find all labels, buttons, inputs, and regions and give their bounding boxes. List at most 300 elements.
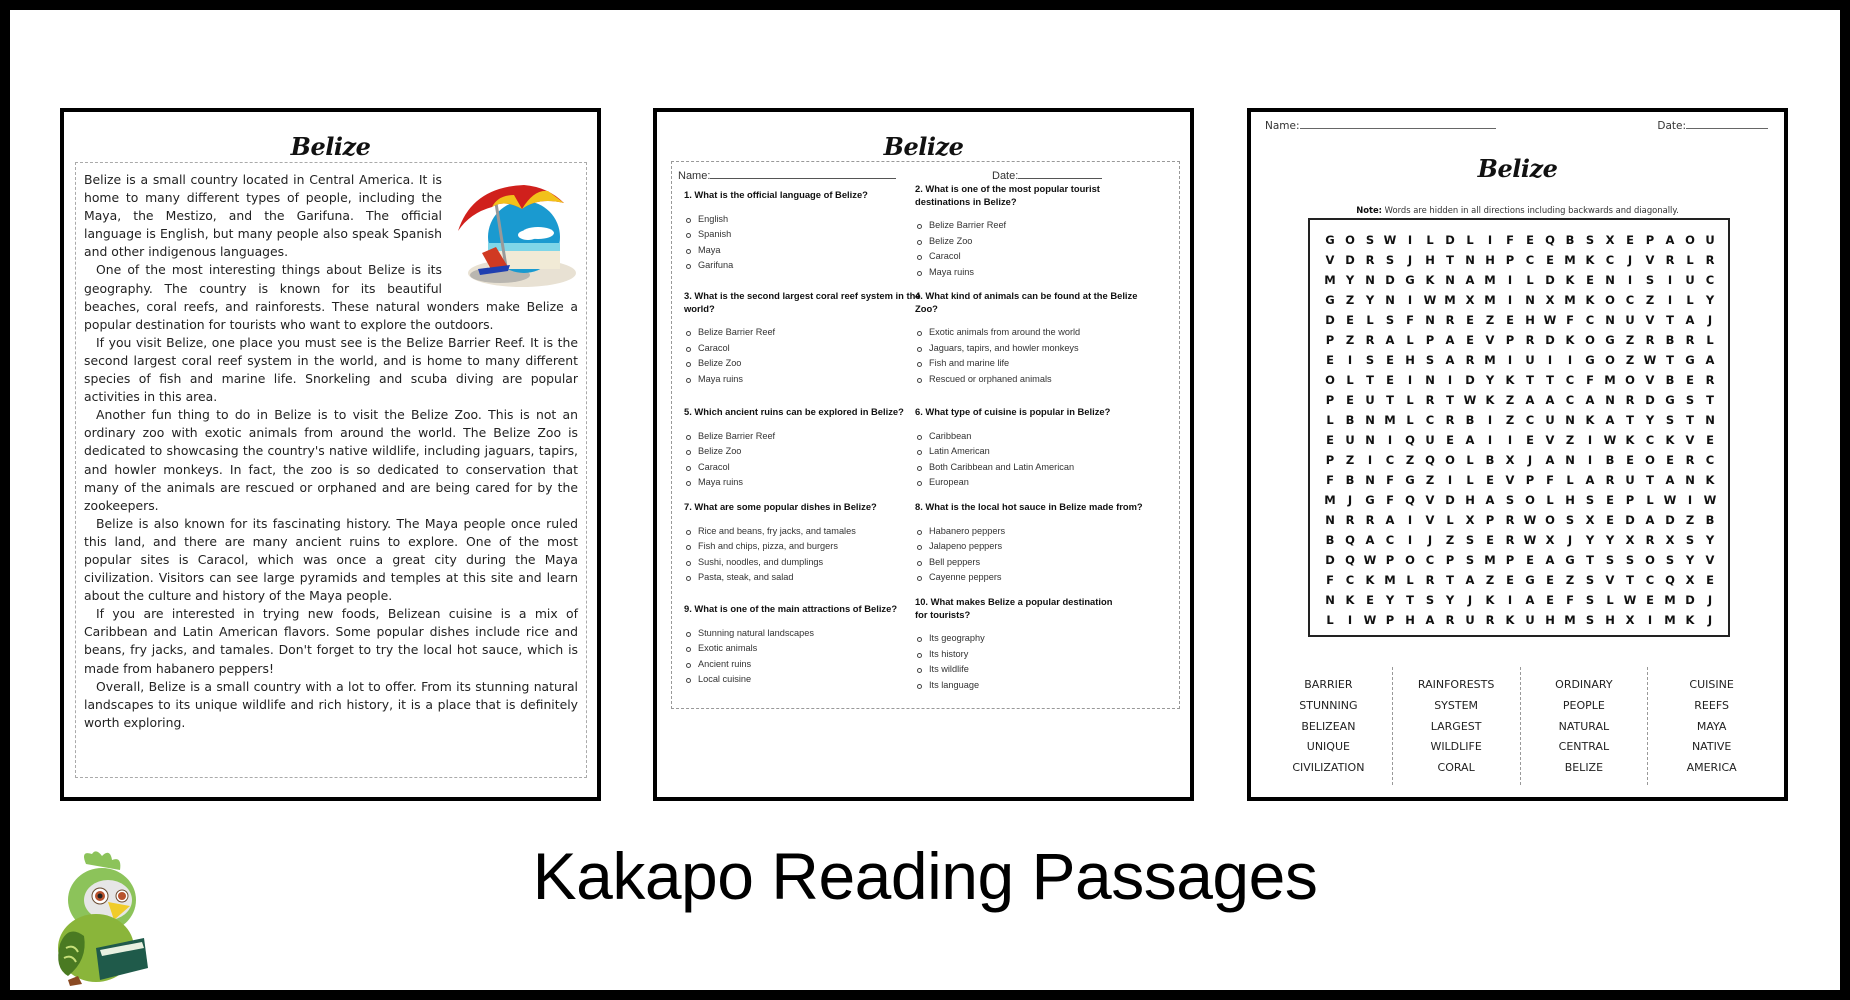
grid-letter[interactable]: V xyxy=(1645,373,1655,387)
grid-letter[interactable]: T xyxy=(1686,413,1694,427)
grid-letter[interactable]: B xyxy=(1605,453,1615,467)
grid-letter[interactable]: U xyxy=(1625,313,1635,327)
answer-option[interactable]: Belize Zoo xyxy=(915,234,1145,250)
grid-letter[interactable]: E xyxy=(1326,353,1334,367)
answer-option[interactable]: Spanish xyxy=(684,227,924,243)
grid-letter[interactable]: M xyxy=(1604,373,1616,387)
grid-letter[interactable]: E xyxy=(1666,453,1674,467)
grid-letter[interactable]: E xyxy=(1546,253,1554,267)
grid-letter[interactable]: K xyxy=(1625,433,1635,447)
grid-letter[interactable]: E xyxy=(1706,573,1714,587)
answer-option[interactable]: Fish and marine life xyxy=(915,356,1145,372)
grid-letter[interactable]: L xyxy=(1526,273,1534,287)
grid-letter[interactable]: X xyxy=(1605,233,1615,247)
grid-letter[interactable]: F xyxy=(1566,313,1574,327)
grid-letter[interactable]: V xyxy=(1425,493,1435,507)
grid-letter[interactable]: U xyxy=(1685,273,1695,287)
answer-option[interactable]: Jaguars, tapirs, and howler monkeys xyxy=(915,341,1145,357)
answer-option[interactable]: Belize Barrier Reef xyxy=(684,325,924,341)
grid-letter[interactable]: A xyxy=(1545,393,1555,407)
grid-letter[interactable]: M xyxy=(1664,613,1676,627)
grid-letter[interactable]: Y xyxy=(1585,533,1595,547)
grid-letter[interactable]: P xyxy=(1485,513,1495,527)
grid-letter[interactable]: A xyxy=(1665,233,1675,247)
grid-letter[interactable]: K xyxy=(1485,393,1495,407)
grid-letter[interactable]: B xyxy=(1485,453,1495,467)
grid-letter[interactable]: K xyxy=(1565,273,1575,287)
grid-letter[interactable]: G xyxy=(1405,273,1415,287)
grid-letter[interactable]: I xyxy=(1647,613,1653,627)
grid-letter[interactable]: R xyxy=(1445,613,1455,627)
grid-letter[interactable]: P xyxy=(1505,333,1515,347)
grid-letter[interactable]: N xyxy=(1425,313,1435,327)
grid-letter[interactable]: L xyxy=(1326,613,1334,627)
grid-letter[interactable]: V xyxy=(1425,513,1435,527)
answer-option[interactable]: Maya xyxy=(684,243,924,259)
answer-option[interactable]: Exotic animals from around the world xyxy=(915,325,1145,341)
answer-option[interactable]: English xyxy=(684,212,924,228)
grid-letter[interactable]: A xyxy=(1485,493,1495,507)
grid-letter[interactable]: E xyxy=(1646,593,1654,607)
grid-letter[interactable]: E xyxy=(1366,593,1374,607)
grid-letter[interactable]: A xyxy=(1525,593,1535,607)
grid-letter[interactable]: T xyxy=(1526,373,1534,387)
grid-letter[interactable]: G xyxy=(1585,353,1595,367)
grid-letter[interactable]: J xyxy=(1427,533,1433,547)
grid-letter[interactable]: H xyxy=(1425,253,1435,267)
grid-letter[interactable]: Z xyxy=(1685,513,1695,527)
grid-letter[interactable]: Y xyxy=(1345,273,1355,287)
grid-letter[interactable]: I xyxy=(1407,233,1413,247)
grid-letter[interactable]: R xyxy=(1705,253,1715,267)
grid-letter[interactable]: Y xyxy=(1645,413,1655,427)
grid-letter[interactable]: M xyxy=(1384,413,1396,427)
grid-letter[interactable]: C xyxy=(1605,253,1615,267)
grid-letter[interactable]: A xyxy=(1385,333,1395,347)
grid-letter[interactable]: R xyxy=(1425,573,1435,587)
grid-letter[interactable]: I xyxy=(1447,373,1453,387)
grid-letter[interactable]: U xyxy=(1525,613,1535,627)
grid-letter[interactable]: N xyxy=(1605,273,1615,287)
grid-letter[interactable]: L xyxy=(1606,593,1614,607)
grid-letter[interactable]: A xyxy=(1645,513,1655,527)
grid-letter[interactable]: A xyxy=(1365,533,1375,547)
grid-letter[interactable]: D xyxy=(1445,233,1455,247)
grid-letter[interactable]: A xyxy=(1445,333,1455,347)
answer-option[interactable]: Maya ruins xyxy=(684,475,924,491)
grid-letter[interactable]: H xyxy=(1545,613,1555,627)
grid-letter[interactable]: R xyxy=(1645,533,1655,547)
grid-letter[interactable]: I xyxy=(1587,453,1593,467)
grid-letter[interactable]: W xyxy=(1623,593,1637,607)
grid-letter[interactable]: X xyxy=(1545,293,1555,307)
grid-letter[interactable]: E xyxy=(1606,493,1614,507)
grid-letter[interactable]: R xyxy=(1365,253,1375,267)
grid-letter[interactable]: C xyxy=(1705,273,1715,287)
grid-letter[interactable]: G xyxy=(1665,393,1675,407)
grid-letter[interactable]: L xyxy=(1366,313,1374,327)
grid-letter[interactable]: X xyxy=(1465,293,1475,307)
grid-letter[interactable]: O xyxy=(1545,513,1555,527)
grid-letter[interactable]: T xyxy=(1646,473,1654,487)
grid-letter[interactable]: S xyxy=(1425,353,1435,367)
grid-letter[interactable]: I xyxy=(1407,373,1413,387)
grid-letter[interactable]: Y xyxy=(1705,293,1715,307)
grid-letter[interactable]: M xyxy=(1484,553,1496,567)
answer-option[interactable]: Sushi, noodles, and dumplings xyxy=(684,555,924,571)
grid-letter[interactable]: E xyxy=(1586,273,1594,287)
grid-letter[interactable]: K xyxy=(1705,473,1715,487)
grid-letter[interactable]: L xyxy=(1706,333,1714,347)
grid-letter[interactable]: R xyxy=(1425,393,1435,407)
grid-letter[interactable]: U xyxy=(1465,613,1475,627)
grid-letter[interactable]: Z xyxy=(1445,533,1455,547)
grid-letter[interactable]: N xyxy=(1365,273,1375,287)
answer-option[interactable]: Jalapeno peppers xyxy=(915,539,1155,555)
grid-letter[interactable]: Y xyxy=(1385,593,1395,607)
grid-letter[interactable]: W xyxy=(1523,533,1537,547)
grid-letter[interactable]: R xyxy=(1605,473,1615,487)
grid-letter[interactable]: I xyxy=(1507,293,1513,307)
grid-letter[interactable]: Z xyxy=(1625,353,1635,367)
grid-letter[interactable]: C xyxy=(1565,373,1575,387)
grid-letter[interactable]: N xyxy=(1565,413,1575,427)
grid-letter[interactable]: W xyxy=(1603,433,1617,447)
grid-letter[interactable]: P xyxy=(1325,393,1335,407)
grid-letter[interactable]: N xyxy=(1325,513,1335,527)
grid-letter[interactable]: V xyxy=(1325,253,1335,267)
grid-letter[interactable]: T xyxy=(1586,553,1594,567)
grid-letter[interactable]: N xyxy=(1325,593,1335,607)
grid-letter[interactable]: K xyxy=(1505,613,1515,627)
grid-letter[interactable]: Q xyxy=(1665,573,1675,587)
answer-option[interactable]: Stunning natural landscapes xyxy=(684,626,924,642)
grid-letter[interactable]: S xyxy=(1465,533,1475,547)
grid-letter[interactable]: N xyxy=(1445,273,1455,287)
grid-letter[interactable]: U xyxy=(1705,233,1715,247)
grid-letter[interactable]: U xyxy=(1365,393,1375,407)
grid-letter[interactable]: C xyxy=(1425,413,1435,427)
grid-letter[interactable]: I xyxy=(1507,593,1513,607)
answer-option[interactable]: Its history xyxy=(915,647,1125,663)
grid-letter[interactable]: K xyxy=(1585,293,1595,307)
grid-letter[interactable]: A xyxy=(1465,573,1475,587)
grid-letter[interactable]: D xyxy=(1645,393,1655,407)
grid-letter[interactable]: J xyxy=(1567,533,1573,547)
grid-letter[interactable]: E xyxy=(1446,433,1454,447)
grid-letter[interactable]: Y xyxy=(1705,533,1715,547)
grid-letter[interactable]: P xyxy=(1325,453,1335,467)
grid-letter[interactable]: B xyxy=(1665,373,1675,387)
grid-letter[interactable]: Z xyxy=(1505,413,1515,427)
grid-letter[interactable]: K xyxy=(1345,593,1355,607)
grid-letter[interactable]: I xyxy=(1447,473,1453,487)
answer-option[interactable]: Bell peppers xyxy=(915,555,1155,571)
grid-letter[interactable]: C xyxy=(1705,453,1715,467)
grid-letter[interactable]: E xyxy=(1626,233,1634,247)
grid-letter[interactable]: Z xyxy=(1565,573,1575,587)
grid-letter[interactable]: N xyxy=(1365,473,1375,487)
grid-letter[interactable]: N xyxy=(1365,433,1375,447)
answer-option[interactable]: Its wildlife xyxy=(915,662,1125,678)
grid-letter[interactable]: I xyxy=(1487,413,1493,427)
grid-letter[interactable]: D xyxy=(1345,253,1355,267)
grid-letter[interactable]: P xyxy=(1325,333,1335,347)
grid-letter[interactable]: S xyxy=(1365,353,1375,367)
grid-letter[interactable]: S xyxy=(1385,313,1395,327)
grid-letter[interactable]: W xyxy=(1363,613,1377,627)
grid-letter[interactable]: E xyxy=(1526,433,1534,447)
answer-option[interactable]: Rescued or orphaned animals xyxy=(915,372,1145,388)
grid-letter[interactable]: M xyxy=(1444,293,1456,307)
grid-letter[interactable]: O xyxy=(1605,293,1615,307)
grid-letter[interactable]: O xyxy=(1605,353,1615,367)
grid-letter[interactable]: A xyxy=(1545,453,1555,467)
grid-letter[interactable]: E xyxy=(1526,553,1534,567)
grid-letter[interactable]: I xyxy=(1487,433,1493,447)
grid-letter[interactable]: E xyxy=(1386,353,1394,367)
answer-option[interactable]: Caracol xyxy=(684,460,924,476)
grid-letter[interactable]: S xyxy=(1625,553,1635,567)
grid-letter[interactable]: T xyxy=(1666,353,1674,367)
grid-letter[interactable]: O xyxy=(1685,233,1695,247)
answer-option[interactable]: Both Caribbean and Latin American xyxy=(915,460,1145,476)
grid-letter[interactable]: I xyxy=(1507,273,1513,287)
grid-letter[interactable]: W xyxy=(1663,493,1677,507)
grid-letter[interactable]: E xyxy=(1506,313,1514,327)
grid-letter[interactable]: R xyxy=(1365,333,1375,347)
grid-letter[interactable]: A xyxy=(1465,433,1475,447)
grid-letter[interactable]: J xyxy=(1707,593,1713,607)
grid-letter[interactable]: A xyxy=(1385,513,1395,527)
answer-option[interactable]: Caribbean xyxy=(915,429,1145,445)
grid-letter[interactable]: I xyxy=(1347,613,1353,627)
grid-letter[interactable]: L xyxy=(1326,413,1334,427)
grid-letter[interactable]: I xyxy=(1567,353,1573,367)
grid-letter[interactable]: I xyxy=(1487,233,1493,247)
grid-letter[interactable]: K xyxy=(1505,373,1515,387)
grid-letter[interactable]: M xyxy=(1664,593,1676,607)
grid-letter[interactable]: H xyxy=(1605,613,1615,627)
grid-letter[interactable]: J xyxy=(1347,493,1353,507)
answer-option[interactable]: Habanero peppers xyxy=(915,524,1155,540)
grid-letter[interactable]: V xyxy=(1545,433,1555,447)
grid-letter[interactable]: L xyxy=(1466,453,1474,467)
grid-letter[interactable]: L xyxy=(1566,473,1574,487)
grid-letter[interactable]: D xyxy=(1545,333,1555,347)
grid-letter[interactable]: I xyxy=(1387,433,1393,447)
grid-letter[interactable]: J xyxy=(1407,253,1413,267)
grid-letter[interactable]: G xyxy=(1685,353,1695,367)
grid-letter[interactable]: Z xyxy=(1345,453,1355,467)
grid-letter[interactable]: O xyxy=(1645,553,1655,567)
grid-letter[interactable]: C xyxy=(1385,533,1395,547)
grid-letter[interactable]: S xyxy=(1685,533,1695,547)
grid-letter[interactable]: A xyxy=(1425,613,1435,627)
grid-letter[interactable]: V xyxy=(1485,333,1495,347)
grid-letter[interactable]: C xyxy=(1645,573,1655,587)
grid-letter[interactable]: S xyxy=(1585,613,1595,627)
grid-letter[interactable]: C xyxy=(1565,393,1575,407)
grid-letter[interactable]: F xyxy=(1326,573,1334,587)
grid-letter[interactable]: E xyxy=(1486,473,1494,487)
grid-letter[interactable]: E xyxy=(1526,233,1534,247)
grid-letter[interactable]: N xyxy=(1465,253,1475,267)
grid-letter[interactable]: K xyxy=(1665,433,1675,447)
grid-letter[interactable]: E xyxy=(1706,433,1714,447)
grid-letter[interactable]: T xyxy=(1366,373,1374,387)
grid-letter[interactable]: C xyxy=(1625,293,1635,307)
grid-letter[interactable]: H xyxy=(1405,613,1415,627)
grid-letter[interactable]: R xyxy=(1685,453,1695,467)
grid-letter[interactable]: N xyxy=(1605,393,1615,407)
grid-letter[interactable]: R xyxy=(1685,333,1695,347)
grid-letter[interactable]: S xyxy=(1365,233,1375,247)
grid-letter[interactable]: F xyxy=(1546,473,1554,487)
grid-letter[interactable]: V xyxy=(1685,433,1695,447)
grid-letter[interactable]: O xyxy=(1405,553,1415,567)
grid-letter[interactable]: O xyxy=(1445,453,1455,467)
grid-letter[interactable]: L xyxy=(1406,413,1414,427)
grid-letter[interactable]: D xyxy=(1325,313,1335,327)
grid-letter[interactable]: G xyxy=(1525,573,1535,587)
grid-letter[interactable]: S xyxy=(1585,573,1595,587)
grid-letter[interactable]: H xyxy=(1525,313,1535,327)
grid-letter[interactable]: R xyxy=(1505,533,1515,547)
grid-letter[interactable]: R xyxy=(1705,373,1715,387)
grid-letter[interactable]: J xyxy=(1527,453,1533,467)
grid-letter[interactable]: S xyxy=(1645,273,1655,287)
grid-letter[interactable]: S xyxy=(1585,593,1595,607)
grid-letter[interactable]: G xyxy=(1565,553,1575,567)
grid-letter[interactable]: S xyxy=(1585,493,1595,507)
grid-letter[interactable]: E xyxy=(1466,313,1474,327)
grid-letter[interactable]: Y xyxy=(1445,593,1455,607)
grid-letter[interactable]: S xyxy=(1605,553,1615,567)
grid-letter[interactable]: R xyxy=(1445,413,1455,427)
grid-letter[interactable]: O xyxy=(1525,493,1535,507)
grid-letter[interactable]: F xyxy=(1386,473,1394,487)
grid-letter[interactable]: I xyxy=(1667,273,1673,287)
grid-letter[interactable]: X xyxy=(1465,513,1475,527)
grid-letter[interactable]: Z xyxy=(1345,293,1355,307)
grid-letter[interactable]: R xyxy=(1625,393,1635,407)
grid-letter[interactable]: P xyxy=(1385,613,1395,627)
answer-option[interactable]: Exotic animals xyxy=(684,641,924,657)
grid-letter[interactable]: B xyxy=(1325,533,1335,547)
grid-letter[interactable]: M xyxy=(1564,613,1576,627)
grid-letter[interactable]: J xyxy=(1707,613,1713,627)
grid-letter[interactable]: L xyxy=(1686,293,1694,307)
grid-letter[interactable]: W xyxy=(1643,353,1657,367)
grid-letter[interactable]: R xyxy=(1645,333,1655,347)
grid-letter[interactable]: Z xyxy=(1505,393,1515,407)
grid-letter[interactable]: T xyxy=(1666,313,1674,327)
grid-letter[interactable]: M xyxy=(1384,573,1396,587)
grid-letter[interactable]: O xyxy=(1345,233,1355,247)
grid-letter[interactable]: R xyxy=(1345,513,1355,527)
answer-option[interactable]: Caracol xyxy=(684,341,924,357)
grid-letter[interactable]: N xyxy=(1385,293,1395,307)
grid-letter[interactable]: T xyxy=(1406,593,1414,607)
grid-letter[interactable]: K xyxy=(1585,253,1595,267)
grid-letter[interactable]: T xyxy=(1626,573,1634,587)
grid-letter[interactable]: T xyxy=(1546,373,1554,387)
grid-letter[interactable]: G xyxy=(1365,493,1375,507)
grid-letter[interactable]: W xyxy=(1423,293,1437,307)
grid-letter[interactable]: I xyxy=(1667,293,1673,307)
grid-letter[interactable]: A xyxy=(1525,393,1535,407)
answer-option[interactable]: Garifuna xyxy=(684,258,924,274)
grid-letter[interactable]: E xyxy=(1326,433,1334,447)
grid-letter[interactable]: Z xyxy=(1625,333,1635,347)
grid-letter[interactable]: I xyxy=(1407,293,1413,307)
grid-letter[interactable]: I xyxy=(1407,533,1413,547)
grid-letter[interactable]: S xyxy=(1505,493,1515,507)
grid-letter[interactable]: C xyxy=(1425,553,1435,567)
grid-letter[interactable]: P xyxy=(1505,253,1515,267)
grid-letter[interactable]: Z xyxy=(1405,453,1415,467)
grid-letter[interactable]: I xyxy=(1347,353,1353,367)
grid-letter[interactable]: U xyxy=(1625,473,1635,487)
grid-letter[interactable]: K xyxy=(1585,413,1595,427)
grid-letter[interactable]: Z xyxy=(1565,433,1575,447)
grid-letter[interactable]: V xyxy=(1605,573,1615,587)
grid-letter[interactable]: F xyxy=(1326,473,1334,487)
grid-letter[interactable]: B xyxy=(1345,413,1355,427)
grid-letter[interactable]: X xyxy=(1685,573,1695,587)
grid-letter[interactable]: X xyxy=(1625,533,1635,547)
answer-option[interactable]: Fish and chips, pizza, and burgers xyxy=(684,539,924,555)
grid-letter[interactable]: I xyxy=(1507,353,1513,367)
grid-letter[interactable]: T xyxy=(1446,253,1454,267)
grid-letter[interactable]: S xyxy=(1665,413,1675,427)
grid-letter[interactable]: B xyxy=(1465,413,1475,427)
grid-letter[interactable]: K xyxy=(1365,573,1375,587)
grid-letter[interactable]: Y xyxy=(1365,293,1375,307)
grid-letter[interactable]: E xyxy=(1546,573,1554,587)
grid-letter[interactable]: E xyxy=(1546,593,1554,607)
grid-letter[interactable]: L xyxy=(1646,493,1654,507)
grid-letter[interactable]: X xyxy=(1505,453,1515,467)
grid-letter[interactable]: P xyxy=(1445,553,1455,567)
grid-letter[interactable]: P xyxy=(1425,333,1435,347)
grid-letter[interactable]: E xyxy=(1486,533,1494,547)
grid-letter[interactable]: S xyxy=(1685,393,1695,407)
grid-letter[interactable]: A xyxy=(1605,413,1615,427)
grid-letter[interactable]: E xyxy=(1346,393,1354,407)
grid-letter[interactable]: G xyxy=(1325,233,1335,247)
grid-letter[interactable]: C xyxy=(1645,433,1655,447)
grid-letter[interactable]: E xyxy=(1606,513,1614,527)
grid-letter[interactable]: Y xyxy=(1685,553,1695,567)
grid-letter[interactable]: U xyxy=(1345,433,1355,447)
grid-letter[interactable]: E xyxy=(1506,573,1514,587)
answer-option[interactable]: Its language xyxy=(915,678,1125,694)
grid-letter[interactable]: N xyxy=(1685,473,1695,487)
grid-letter[interactable]: T xyxy=(1706,393,1714,407)
grid-letter[interactable]: W xyxy=(1543,313,1557,327)
grid-letter[interactable]: X xyxy=(1545,533,1555,547)
grid-letter[interactable]: I xyxy=(1507,433,1513,447)
grid-letter[interactable]: R xyxy=(1665,253,1675,267)
grid-letter[interactable]: S xyxy=(1585,233,1595,247)
grid-letter[interactable]: U xyxy=(1525,353,1535,367)
grid-letter[interactable]: T xyxy=(1446,393,1454,407)
grid-letter[interactable]: L xyxy=(1446,513,1454,527)
grid-letter[interactable]: Z xyxy=(1485,313,1495,327)
answer-option[interactable]: Ancient ruins xyxy=(684,657,924,673)
